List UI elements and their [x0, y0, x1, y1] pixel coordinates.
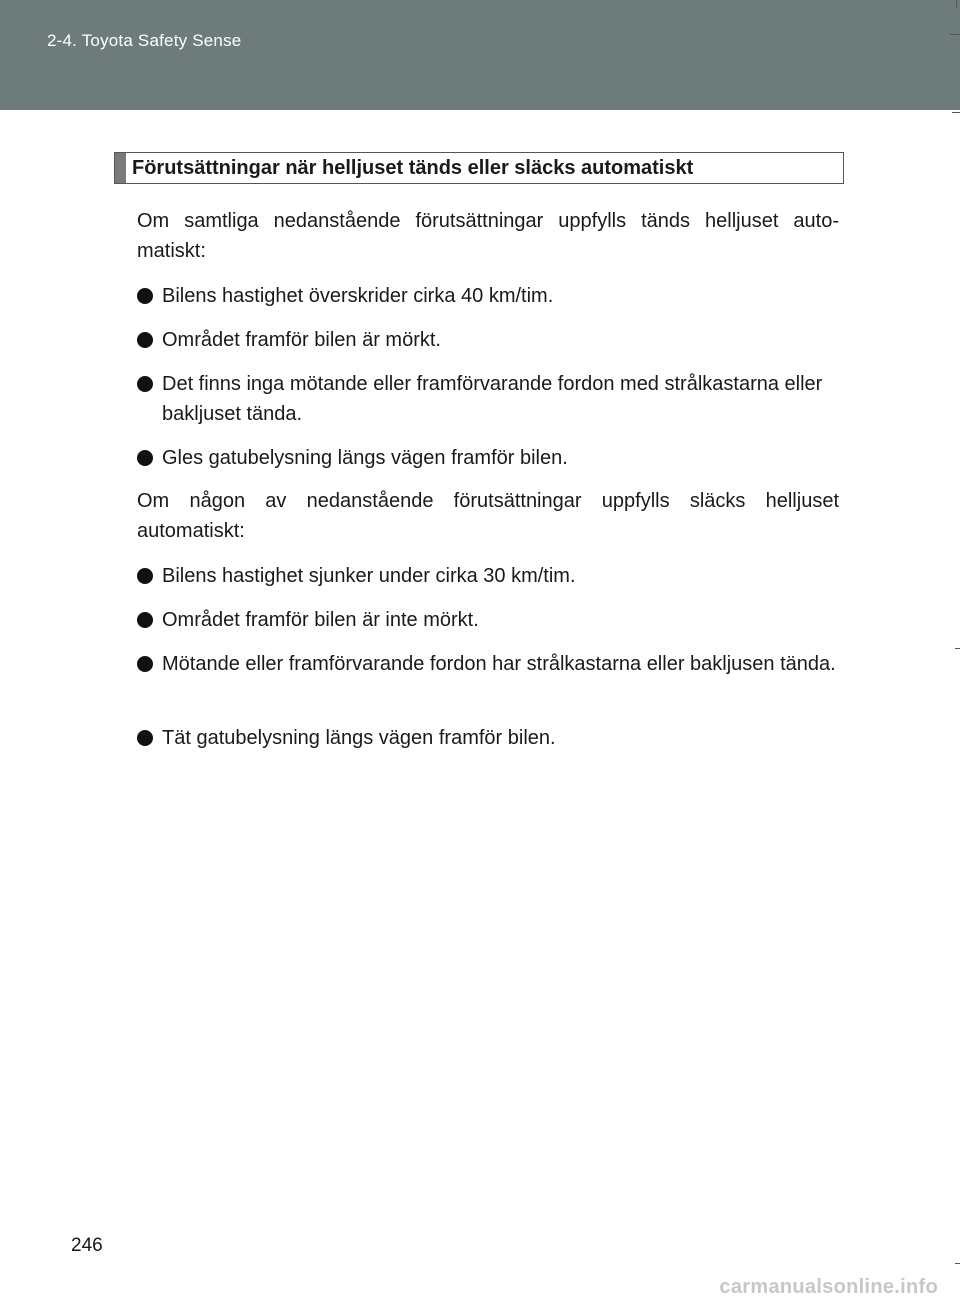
off-condition-item	[137, 561, 839, 591]
bullet-icon	[137, 288, 153, 304]
bullet-icon	[137, 612, 153, 628]
on-condition-item	[137, 443, 839, 473]
on-condition-text: Gles gatubelysning längs vägen framför bilen.	[162, 447, 568, 469]
on-condition-item	[137, 281, 839, 311]
on-intro-paragraph: Om samtliga nedanstående förutsättningar uppfylls tänds helljuset auto-matiskt:	[137, 210, 839, 262]
off-intro-paragraph: Om någon av nedanstående förutsättningar uppfylls släcks helljuset automatiskt:	[137, 490, 839, 542]
on-condition-item	[137, 325, 839, 355]
off-condition-text: Mötande eller framförvarande fordon har strålkastarna eller bakljusen tända.	[162, 653, 836, 675]
off-condition-item	[137, 649, 839, 679]
bullet-icon	[137, 376, 153, 392]
section-heading-box	[114, 152, 844, 184]
off-condition-text: Området framför bilen är inte mörkt.	[162, 609, 479, 631]
page-number: 246	[71, 1235, 103, 1256]
crop-mark	[955, 648, 960, 649]
bullet-icon	[137, 656, 153, 672]
off-condition-item	[137, 723, 839, 753]
watermark: carmanualsonline.info	[719, 1276, 938, 1298]
on-condition-item	[137, 369, 839, 429]
bullet-icon	[137, 568, 153, 584]
bullet-icon	[137, 450, 153, 466]
crop-mark	[950, 34, 960, 35]
crop-mark	[956, 0, 957, 8]
off-condition-item	[137, 605, 839, 635]
on-condition-text: Det finns inga mötande eller framförvarande fordon med strålkastarna eller bakljuset tända.	[162, 373, 823, 425]
header-band	[0, 0, 960, 110]
on-condition-text: Bilens hastighet överskrider cirka 40 km/tim.	[162, 285, 554, 307]
crop-mark	[952, 112, 960, 113]
on-condition-text: Området framför bilen är mörkt.	[162, 329, 441, 351]
off-condition-text: Bilens hastighet sjunker under cirka 30 km/tim.	[162, 565, 576, 587]
off-condition-text: Tät gatubelysning längs vägen framför bilen.	[162, 727, 556, 749]
bullet-icon	[137, 332, 153, 348]
section-title: Förutsättningar när helljuset tänds eller släcks automatiskt	[132, 157, 694, 179]
bullet-icon	[137, 730, 153, 746]
heading-accent-bar	[115, 153, 126, 183]
chapter-title: 2-4. Toyota Safety Sense	[47, 31, 242, 50]
crop-mark	[955, 1263, 960, 1264]
